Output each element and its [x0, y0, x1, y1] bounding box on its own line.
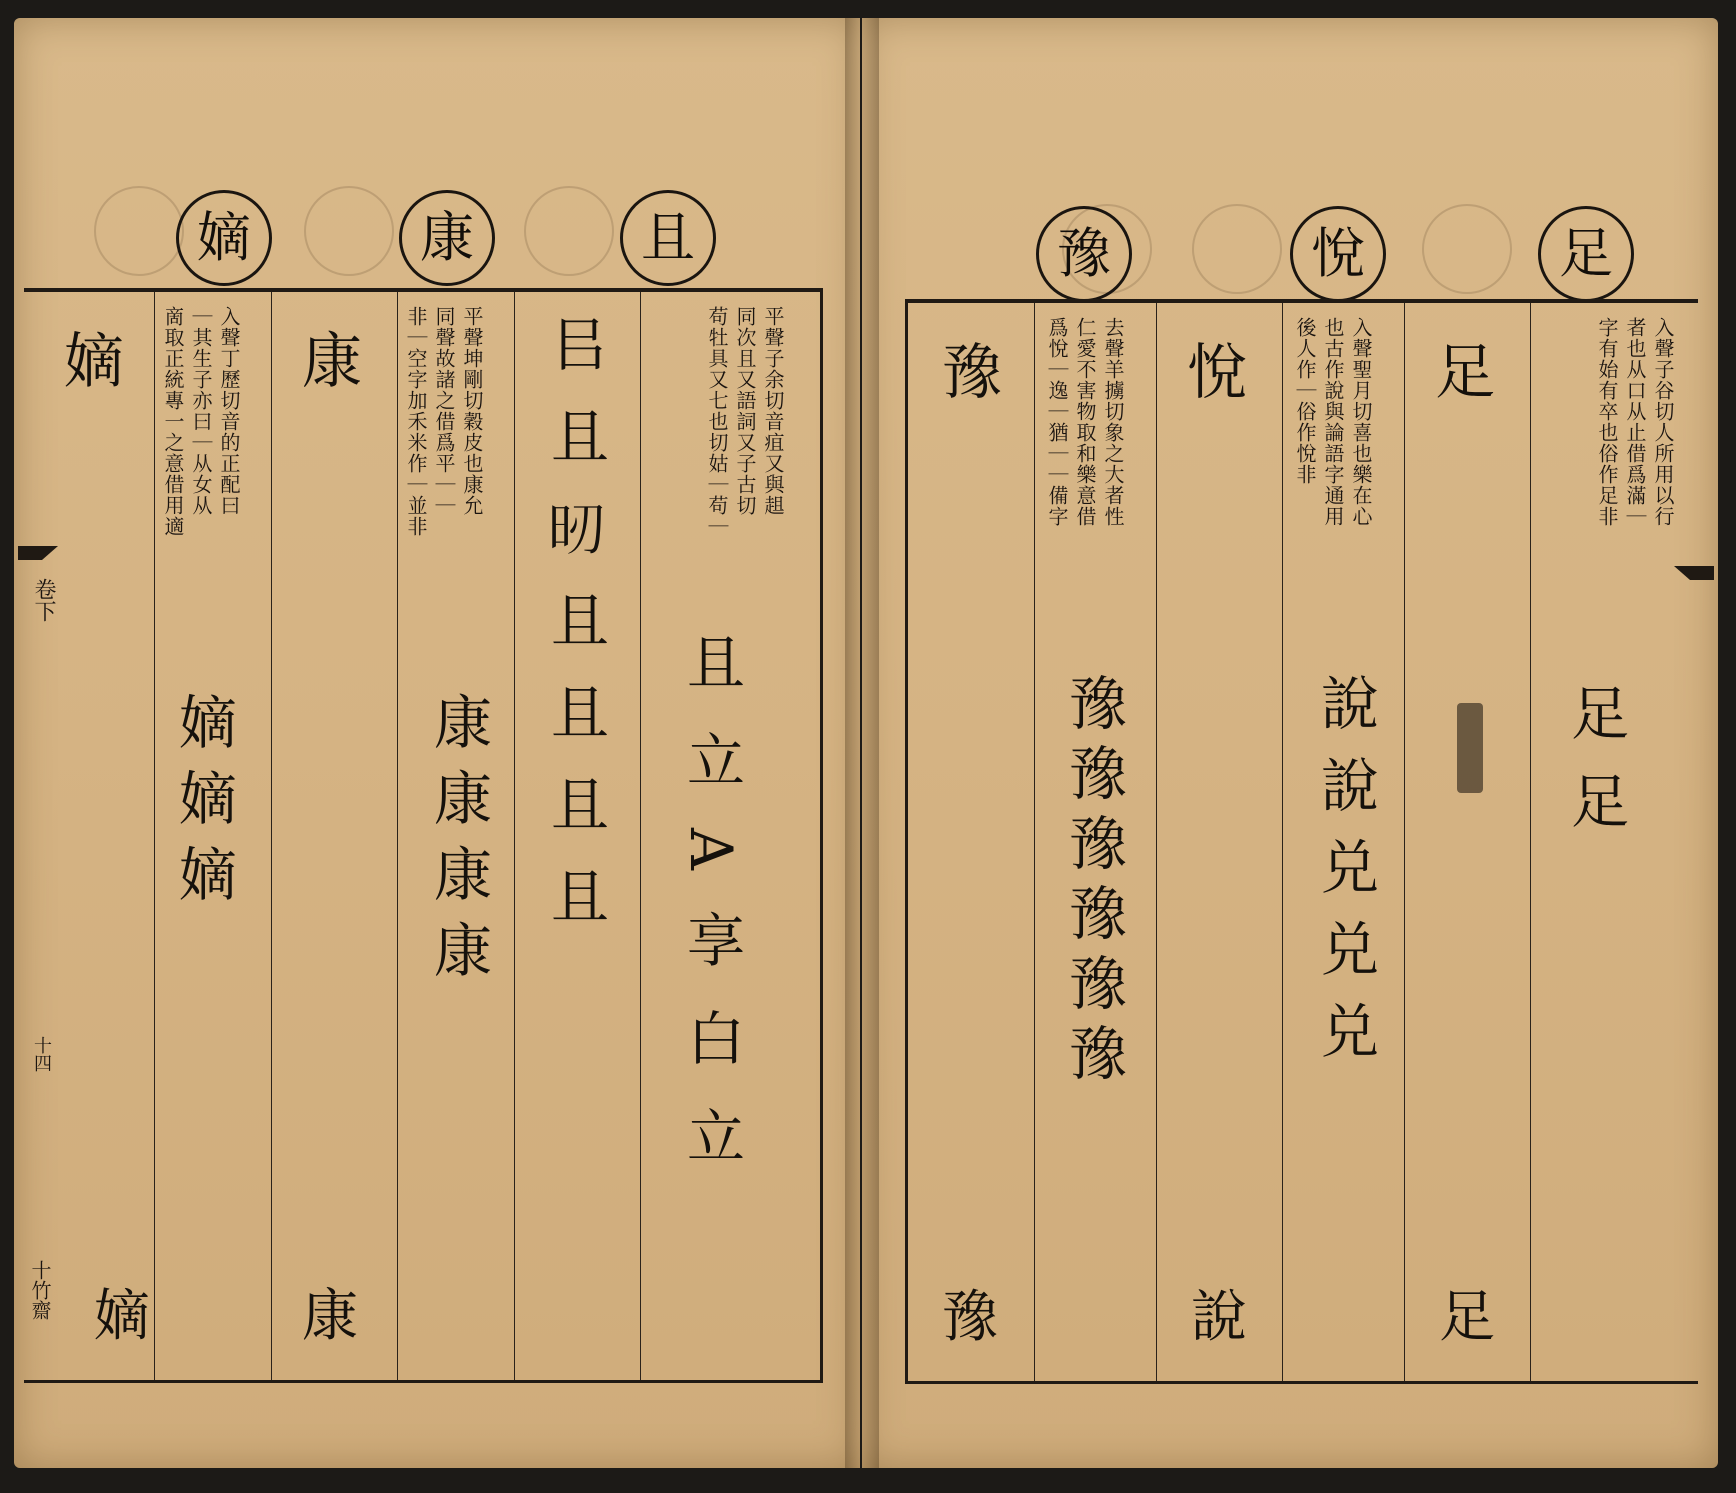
gloss-line: 去聲羊擄切象之大者性 [1101, 317, 1125, 527]
headword-seal-yue: 悅 [1290, 206, 1386, 302]
ghost-seal [94, 186, 184, 276]
gloss-line: 平聲坤剛切穀皮也康允 [460, 306, 484, 516]
right-text-frame [905, 299, 1698, 1384]
column-yue-notes [1282, 303, 1404, 1381]
right-page [862, 18, 1718, 1468]
headword-seal-kang: 康 [399, 190, 495, 286]
gloss-line: 仁愛不害物取和樂意借 [1073, 317, 1097, 527]
gloss-line: 爲悅｜逸｜猶｜｜備字 [1045, 317, 1069, 527]
seal-form-variants: 說說兑兑兑 [1311, 673, 1379, 1083]
seal-form-lead: 嫡 [64, 327, 124, 397]
column-zu-forms [1404, 303, 1530, 1381]
column-zu-notes [1530, 303, 1698, 1381]
ink-smudge [1457, 703, 1483, 793]
ghost-seal [304, 186, 394, 276]
gloss-line: ｜其生子亦曰｜从女从 [189, 306, 213, 516]
gloss-line: 苟牡具又七也切姑｜苟｜ [705, 306, 729, 537]
seal-form-tail: 足 [1439, 1285, 1495, 1350]
margin-volume-title: 卷下 [31, 578, 56, 622]
gloss-line: 入聲丁歷切音的正配曰 [217, 306, 241, 516]
seal-form-tail: 康 [302, 1284, 358, 1349]
left-page [14, 18, 860, 1468]
margin-studio-name: 十竹齋 [28, 1260, 52, 1320]
column-di-forms [24, 292, 154, 1380]
headword-seal-di: 嫡 [176, 190, 272, 286]
gloss-line: 同聲故諸之借爲平｜｜ [432, 306, 456, 516]
seal-form-lead: 悅 [1187, 338, 1247, 408]
gloss-line: 非｜空字加禾米作｜並非 [404, 306, 428, 537]
seal-form-variants: 嫡嫡嫡 [169, 692, 237, 920]
gloss-line: 者也从口从止借爲滿｜ [1623, 317, 1647, 527]
seal-form-variants: 㠯且𣅉且且且且 [541, 314, 609, 958]
headword-seal-zu: 足 [1538, 206, 1634, 302]
column-kang-forms [271, 292, 397, 1380]
column-qie-forms [514, 292, 640, 1380]
column-yue-forms [1156, 303, 1282, 1381]
gloss-line: 同次且又語詞又子古切 [733, 306, 757, 516]
seal-form-variants: 康康康康 [424, 692, 492, 996]
seal-form-tail: 豫 [942, 1285, 998, 1350]
gloss-line: 也古作說與論語字通用 [1321, 317, 1345, 527]
column-kang-notes [397, 292, 514, 1380]
gloss-line: 啇取正統專一之意借用適 [161, 306, 185, 537]
left-text-frame [24, 288, 823, 1383]
ghost-seal [1192, 204, 1282, 294]
headword-seal-qie: 且 [620, 190, 716, 286]
gloss-line: 平聲子余切音疽又與趄 [761, 306, 785, 516]
seal-form-variants: 足足 [1561, 683, 1629, 859]
gloss-line: 入聲聖月切喜也樂在心 [1349, 317, 1373, 527]
seal-form-lead: 足 [1435, 338, 1495, 408]
ghost-seal [1422, 204, 1512, 294]
column-qie-notes [640, 292, 820, 1380]
headword-seal-yu: 豫 [1036, 206, 1132, 302]
seal-form-tail: 嫡 [94, 1284, 150, 1349]
seal-form-lead: 康 [302, 327, 362, 397]
column-yu-forms [908, 303, 1034, 1381]
gloss-line: 入聲子谷切人所用以行 [1651, 317, 1675, 527]
seal-form-variants: 豫豫豫豫豫豫 [1059, 673, 1127, 1093]
margin-leaf-number: 十四 [31, 1036, 52, 1072]
column-di-notes [154, 292, 271, 1380]
ghost-seal [524, 186, 614, 276]
seal-form-variants: 且立A享白立 [677, 632, 745, 1204]
column-yu-notes [1034, 303, 1156, 1381]
seal-form-lead: 豫 [942, 338, 1002, 408]
seal-form-tail: 說 [1191, 1285, 1247, 1350]
gloss-line: 字有始有卒也俗作足非 [1595, 317, 1619, 527]
gloss-line: 後人作｜俗作悅非 [1293, 317, 1317, 485]
